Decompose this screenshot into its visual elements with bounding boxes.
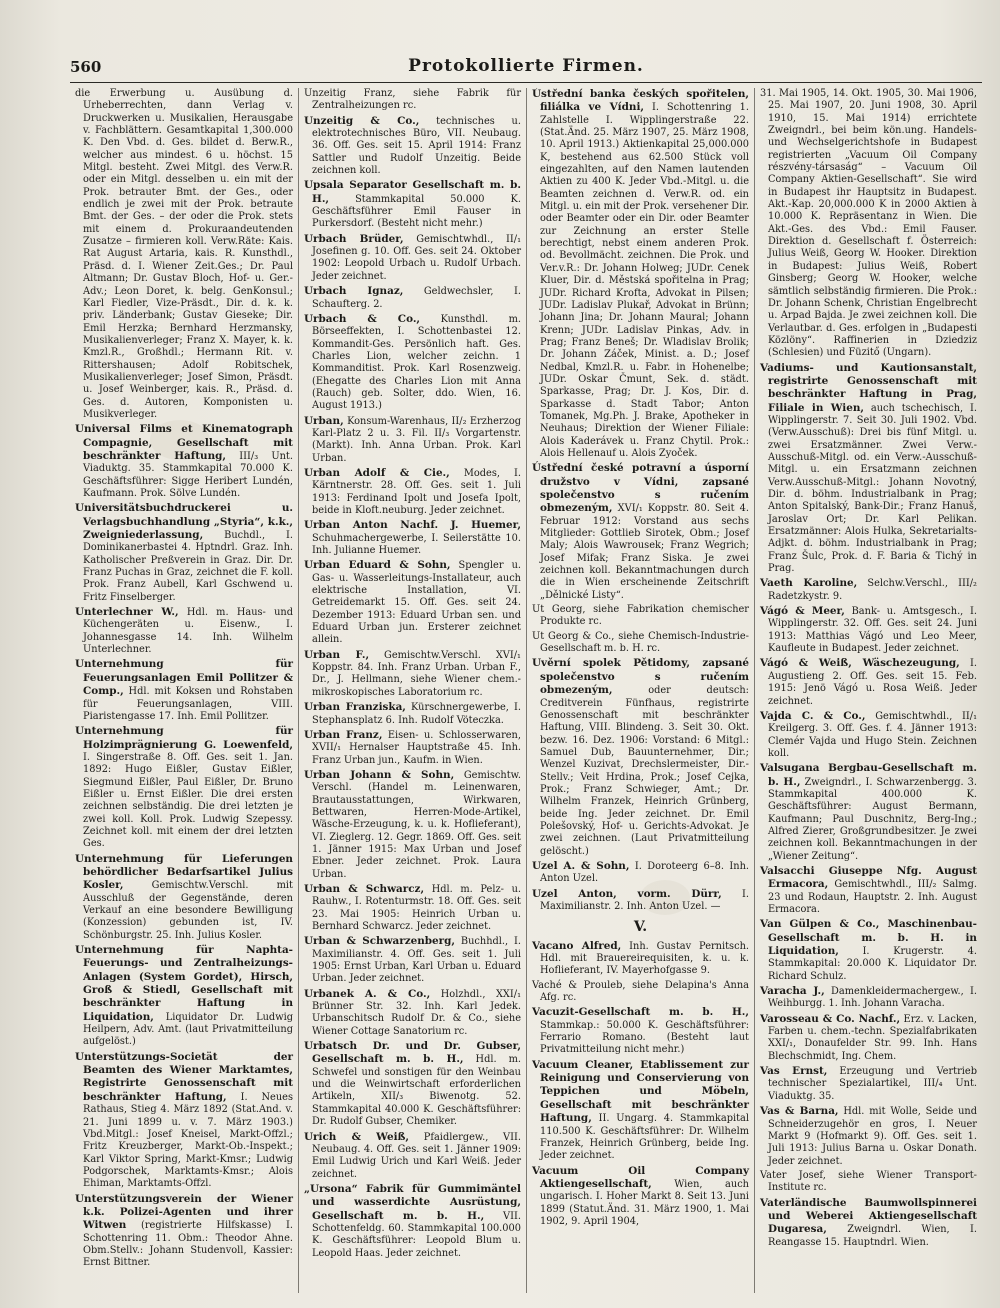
firm-name: Vágó & Meer, [760, 605, 845, 618]
directory-entry [304, 559, 521, 646]
entry-text: Gemischtw.Verschl. mit Ausschluß der Gegenstände, deren Verkauf an eine besondere Bewilligung (Konzession) gebunden ist, IV. Schönburgstr. 25. Inh. Julius Kosler. [83, 880, 293, 941]
entry-text: Zweigndrl., I. Schwarzenbergg. 3. Stammkapital 400.000 K. Geschäftsführer: August Bermann, Kaufmann; Paul Duschnitz, Berg-Ing.; Alfred Zierer, Großgrundbesitzer. Je zwei zeichnen koll. Bekanntmachungen in der „Wiener Zeitung“. [768, 776, 977, 862]
firm-name: Vágó & Weiß, Wäschezeugung, [760, 657, 960, 670]
directory-entry [532, 604, 749, 629]
entry-text: Hdl. m. Haus- und Küchengeräten u. Eisenw., I. Johannesgasse 14. Inh. Wilhelm Unterlechner. [83, 607, 293, 656]
directory-entry [532, 88, 749, 460]
directory-entry [760, 710, 977, 760]
entry-text: Erzeugung und Vertrieb technischer Spezialartikel, III/₄ Unt. Viaduktg. 35. [768, 1066, 977, 1102]
entry-text: Damenkleidermachergew., I. Weihburgg. 1. Inh. Johann Varacha. [768, 986, 977, 1010]
firm-name: Urich & Weiß, [304, 1130, 410, 1143]
entry-text: Stammkap.: 50.000 K. Geschäftsführer: Ferrario Romano. (Besteht laut Privatmitteilung nicht mehr.) [540, 1019, 749, 1056]
entry-text: Gemischtw. Verschl. (Handel m. Leinenwaren, Brautausstattungen, Wirkwaren, Bettwaren, Herren-Mode-Artikel, Wäsche-Erzeugung, k. u. k. Hoflieferant), VI. Zieglerg. 12. Gegr. 1869. Off. Ges. seit 1. Jänner 1915: Max Urban und Josef Ebner. Jeder zeichnet. Prok. Laura Urban. [312, 769, 521, 880]
firm-name: Urban Franziska, [304, 701, 406, 714]
entry-text: XVI/₁ Koppstr. 80. Seit 4. Februar 1912: Vorstand aus sechs Mitglieder: Gottlieb Sirotek, Obm.; Josef Maly; Alois Wawrousek; Franz Wegrich; Josef Mifak; Franz Siska. Je zwei zeichnen koll. Bekanntmachungen durch die in Wien erscheinende Zeitschrift „Dělnické Listy“. [540, 503, 749, 601]
firm-name: Uzel Anton, vorm. Dürr, [532, 887, 722, 900]
entry-text: Bank- u. Amtsgesch., I. Wipplingerstr. 32. Off. Ges. seit 24. Juni 1913: Matthias Vágó und Leo Meer, Kaufleute in Budapest. Jeder zeichnet. [768, 606, 977, 655]
firm-name: Universitätsbuchdruckerei u. Verlagsbuchhandlung „Styria“, k.k., Zweigniederlassung, [75, 502, 293, 542]
entry-text: I. Doroteerg 6–8. Inh. Anton Uzel. [540, 860, 750, 885]
firm-name: Urban & Schwarzenberg, [304, 935, 456, 948]
column-4 [754, 88, 982, 1293]
directory-entry [304, 1131, 521, 1181]
firm-name: Urban Franz, [304, 728, 383, 741]
firm-name: Upsala Separator Gesellschaft m. b. H., [304, 179, 521, 205]
entry-text: I. Maximilianstr. 2. Inh. Anton Uzel. — [540, 888, 749, 912]
directory-entry [304, 935, 521, 985]
firm-name: Urbatsch Dr. und Dr. Gubser, Gesellschaft m. b. H., [304, 1040, 521, 1066]
entry-text: I. Krugerstr. 4. Stammkapital: 20.000 K. Liquidator Dr. Richard Schulz. [768, 946, 977, 982]
entry-text: Hdl. m. Pelz- u. Rauhw., I. Rotenturmstr. 18. Off. Ges. seit 23. Mai 1905: Heinrich Urban u. Bernhard Schwarcz. Jeder zeichnet. [312, 883, 521, 932]
directory-entry [532, 888, 749, 914]
column-3 [526, 88, 754, 1293]
entry-text: Inh. Gustav Pernitsch. Hdl. mit Brauereirequisiten, k. u. k. Hoflieferant, IV. Mayerhofgasse 9. [540, 940, 749, 977]
directory-entry [760, 918, 977, 983]
firm-name: Urban Adolf & Cie., [304, 466, 450, 479]
entry-text: Ut Georg, siehe Fabrikation chemischer Produkte rc. [532, 604, 749, 628]
firm-name: Urban Eduard & Sohn, [304, 559, 451, 572]
directory-entry [75, 1051, 293, 1191]
directory-entry [304, 233, 521, 283]
firm-name: Unterstützungsverein der Wiener k.k. Polizei-Agenten und ihrer Witwen [75, 1192, 293, 1232]
directory-entry [760, 88, 977, 360]
entry-text: Ut Georg & Co., siehe Chemisch-Industrie-Gesellschaft m. b. H. rc. [532, 630, 749, 655]
directory-entry [75, 1193, 293, 1270]
directory-entry [760, 1105, 977, 1168]
directory-entry [75, 944, 293, 1049]
directory-entry [760, 605, 977, 655]
firm-name: Vadiums- und Kautionsanstalt, registrirte Genossenschaft mit beschränkter Haftung in Prag, Filiale in Wien, [760, 361, 977, 414]
firm-name: „Ursona“ Fabrik für Gummimäntel und wasserdichte Ausrüstung, Gesellschaft m. b. H., [304, 1182, 521, 1222]
column-1 [70, 88, 298, 1293]
page-header [70, 54, 982, 83]
entry-text: Gemischtwhdl., II/₁ Kreilgerg. 3. Off. Ges. f. 4. Jänner 1913: Clemér Vajda und Hugo Stein. Zeichnen koll. [768, 710, 977, 759]
firm-name: Unterlechner W., [75, 606, 179, 619]
directory-entry [760, 1013, 977, 1063]
directory-entry [760, 362, 977, 576]
directory-entry [304, 1183, 521, 1260]
directory-entry [304, 649, 521, 699]
firm-name: Varacha J., [760, 985, 825, 998]
entry-text: oder deutsch: Creditverein Fünfhaus, registrirte Genossenschaft mit beschränkter Haftung, VIII. Blindeng. 3. Seit 30. Okt. bezw. 16. Dez. 1906: Vorstand: 6 Mitgl.: Samuel Dub, Bauunternehmer, Dir.; Wenzel Kuzivat, Drechslermeister, Dir.-Stellv.; Veit Hrdina, Prok.; Josef Cejka, Prok.; Franz Schwieger, Amt.; Dr. Wilhelm Franzek, Heinrich Grünberg, beide Ing. Jeder zeichnet. Dr. Emil Polešovský, Hof- u. Gerichts-Advokat. Je zwei zeichnen. (Laut Privatmitteilung gelöscht.) [540, 685, 749, 857]
entry-text: Kürschnergewerbe, I. Stephansplatz 6. Inh. Rudolf Vöteczka. [312, 702, 521, 726]
entry-text: technisches u. elektrotechnisches Büro, VII. Neubaug. 36. Off. Ges. seit 15. April 1914: Franz Sattler und Rudolf Unzeitig. Beide zeichnen koll. [312, 115, 521, 177]
directory-entry [532, 980, 749, 1005]
directory-entry [304, 313, 521, 413]
entry-text: Hdl. m. Schwefel und sonstigen für den Weinbau und die Weinwirtschaft erforderlichen Artikeln, XII/₃ Biwenotg. 52. Stammkapital 40.000 K. Geschäftsführer: Dr. Rudolf Gubser, Chemiker. [312, 1054, 521, 1128]
directory-entry [760, 762, 977, 863]
firm-name: Vacuum Cleaner, Etablissement zur Reinigung und Conservierung von Teppichen und Möbeln, Gesellschaft mit beschränkter Haftung, [532, 1058, 749, 1125]
directory-entry [304, 115, 521, 178]
entry-text: Kunsthdl. m. Börseeffekten, I. Schottenbastei 12. Kommandit-Ges. Persönlich haft. Ges. Charles Lion, welcher zeichn. 1 Kommanditist. Prok. Karl Rosenzweig. (Ehegatte des Charles Lion mit Anna (Rauch) geb. Solter, ddo. Wien, 16. August 1913.) [312, 313, 521, 412]
entry-text: Eisen- u. Schlosserwaren, XVII/₁ Hernalser Hauptstraße 45. Inh. Franz Urban jun., Kaufm. in Wien. [312, 729, 521, 766]
firm-name: Unternehmung für Naphta-Feuerungs- und Zentralheizungs-Anlagen (System Gordet), Hirsch, Groß & Stiedl, Gesellschaft mit beschränkter Haftung in Liquidation, [75, 944, 293, 1023]
firm-name: Unterstützungs-Societät der Beamten des Wiener Marktamtes, Registrirte Genossenschaft mit beschränkter Haftung, [75, 1050, 293, 1103]
entry-text: Holzhdl., XXI/₁ Brünner Str. 32. Inh. Karl Jedek. Urbanschitsch Rudolf Dr. & Co., siehe Wiener Cottage Sanatorium rc. [312, 988, 521, 1037]
entry-text: Liquidator Dr. Ludwig Heilpern, Adv. Amt. (laut Privatmitteilung aufgelöst.) [83, 1011, 293, 1048]
entry-text: Unzeitig Franz, siehe Fabrik für Zentralheizungen rc. [304, 88, 521, 112]
firm-name: Urban, [304, 414, 344, 427]
firm-name: Ústřední české potravní a úsporní družstvo v Vídni, zapsané společenstvo s ručením obmezeným, [532, 462, 749, 515]
firm-name: Urbanek A. & Co., [304, 987, 431, 1000]
entry-text: I. Augustieng 2. Off. Ges. seit 15. Feb. 1915: Jenö Vágó u. Rosa Weiß. Jeder zeichnet. [768, 658, 977, 707]
firm-name: Vacano Alfred, [532, 939, 622, 952]
firm-name: Unzeitig & Co., [304, 114, 420, 127]
directory-entry [760, 657, 977, 707]
directory-entry [304, 1040, 521, 1128]
firm-name: Ústřední banka českých spořitelen, filiálka ve Vídni, [532, 88, 749, 114]
directory-entry [75, 853, 293, 942]
directory-entry [532, 631, 749, 656]
firm-name: Uvěrní spolek Pětidomy, zapsané společenstvo s ručením obmezeným, [532, 657, 749, 697]
entry-text: Vater Josef, siehe Wiener Transport-Institute rc. [760, 1169, 977, 1194]
firm-name: Vajda C. & Co., [760, 709, 866, 722]
directory-entry [75, 423, 293, 500]
firm-name: Urbach & Co., [304, 312, 421, 325]
directory-entry [532, 1165, 749, 1229]
directory-entry [532, 940, 749, 978]
directory-entry [532, 462, 749, 602]
directory-entry [304, 88, 521, 113]
entry-text: Vaché & Prouleb, siehe Delapina's Anna Afg. rc. [532, 979, 749, 1004]
firm-name: Vacuum Oil Company Aktiengesellschaft, [532, 1164, 749, 1190]
entry-text: Zweigndrl. Wien, I. Reangasse 15. Hauptndrl. Wien. [768, 1224, 977, 1248]
page-number: 560 [70, 58, 102, 76]
entry-text: VII. Schottenfeldg. 60. Stammkapital 100.000 K. Geschäftsführer: Leopold Blum u. Leopold Haas. Jeder zeichnet. [312, 1210, 521, 1259]
firm-name: Valsugana Bergbau-Gesellschaft m. b. H., [760, 762, 977, 788]
entry-text: Spengler u. Gas- u. Wasserleitungs-Installateur, auch elektrische Installation, VI. Getreidemarkt 15. Off. Ges. seit 24. Dezember 1913: Eduard Urban sen. und Eduard Urban jun. Ersterer zeichnet allein. [312, 560, 521, 646]
firm-name: Valsacchi Giuseppe Nfg. August Ermacora, [760, 864, 977, 891]
firm-name: Vaterländische Baumwollspinnerei und Weberei Aktiengesellschaft Dugaresa, [760, 1196, 977, 1236]
section-letter: V. [633, 919, 648, 936]
firm-name: Unternehmung für Lieferungen behördlicher Bedarfsartikel Julius Kosler, [75, 852, 293, 892]
directory-entry [75, 606, 293, 656]
directory-entry [75, 88, 293, 421]
firm-name: Vacuzit-Gesellschaft m. b. H., [532, 1006, 749, 1019]
directory-entry [532, 1006, 749, 1056]
entry-text: Schuhmachergewerbe, I. Seilerstätte 10. Inh. Julianne Huemer. [312, 532, 521, 557]
entry-text: Buchdl., I. Dominikanerbastei 4. Hptndrl. Graz. Inh. Katholischer Preßverein in Graz. Dir. Dr. Franz Puchas in Graz, zeichnet die F. koll. Prok. Franz Aubell, Karl Gschwend u. Fritz Finselberger. [83, 530, 293, 603]
entry-text: Geldwechsler, I. Schaufterg. 2. [312, 286, 521, 310]
firm-name: Van Gülpen & Co., Maschinenbau-Gesellschaft m. b. H. in Liquidation, [760, 918, 977, 958]
entry-text: Wien, auch ungarisch. I. Hoher Markt 8. Seit 13. Juni 1899 (Statut.Änd. 31. März 1900, 1. Mai 1902, 9. April 1904, [540, 1178, 749, 1227]
entry-text: Modes, I. Kärntnerstr. 28. Off. Ges. seit 1. Juli 1913: Ferdinand Ipolt und Josefa Ipolt, beide in Kloft.neuburg. Jeder zeichnet. [312, 467, 521, 516]
firm-name: Varosseau & Co. Nachf., [760, 1012, 901, 1025]
directory-entry [75, 658, 293, 723]
directory-entry [304, 729, 521, 767]
directory-entry [760, 865, 977, 916]
page-title: Protokollierte Firmen. [408, 56, 644, 76]
entry-text: III/₃ Unt. Viaduktg. 35. Stammkapital 70.000 K. Geschäftsführer: Sigge Heribert Lundén, Kaufmann. Prok. Sölve Lundén. [83, 450, 293, 499]
text-columns [70, 88, 982, 1293]
directory-entry [304, 701, 521, 727]
directory-entry [760, 1170, 977, 1195]
entry-text: 31. Mai 1905, 14. Okt. 1905, 30. Mai 1906, 25. Mai 1907, 20. Juni 1908, 30. April 1910, 15. Mai 1914) errichtete Zweigndrl., bei beim kön.ung. Handels- und Wechselgerichtshofe in Budapest registrierten „Vacuum Oil Company részvény-társaság“ – Vacuum Oil Company Aktien-Gesellschaft“. Sie wird in Budapest ihr Hauptsitz in Budapest. Akt.-Kap. 20,000.000 K in 2000 Aktien à 10.000 K. Repräsentanz in Wien. Die Akt.-Ges. des Vbd.: Emil Fauser. Direktion d. Gesellschaft f. Österreich: Julius Weiß, Georg W. Hooker. Direktion in Budapest: Julius Weiß, Robert Ginsberg; Georg W. Hooker, welche sämtlich selbständig firmieren. Die Prok.: Dr. Johann Schenk, Christian Engelbrecht u. Arpad Bajda. Je zwei zeichnen koll. Die Verlautbar. d. Ges. erfolgen in „Budapesti Közlöny“. Raffinerien in Dziedziz (Schlesien) und Füzitő (Ungarn). [760, 88, 977, 359]
entry-text: die Erwerbung u. Ausübung d. Urheberrechten, dann Verlag v. Druckwerken u. Musikalien, Herausgabe v. Fachblättern. Gesamtkapital 1,300.000 K. Den Vbd. d. Ges. bildet d. Berw.R., welcher aus mindest. 6 u. höchst. 15 Mitgl. besteht. Zwei Mitgl. des Verw.R. oder ein Mitgl. desselben u. ein mit der Prok. betrauter Bmt. der Ges., oder endlich je zwei mit der Prok. betraute Bmt. der Ges. – der oder die Prok. stets mit einem d. Prokuraandeutenden Zusatze – firmieren koll. Verw.Räte: Kais. Rat August Artaria, kais. R. Kunsthdl., Präsd. d. I. Wiener Zeit.Ges.; Dr. Paul Altmann; Dr. Gustav Bloch, Hof- u. Ger.-Adv.; Leon Doret, k. belg. GenKonsul.; Karl Fiedler, Vize-Präsdt., Dir. d. k. k. priv. Länderbank; Gustav Gieseke; Dir. Emil Herzka; Bernhard Herzmansky, Musikalienverleger; Franz X. Mayer, k. k. Kmzl.R., Großhdl.; Hermann Rit. v. Rittershausen; Adolf Robitschek, Musikalienverleger; Josef Simon, Präsdt. u. Josef Weinberger, kais. R., Präsd. d. Ges. d. Autoren, Komponisten u. Musikverleger. [75, 88, 293, 420]
firm-name: Urbach Ignaz, [304, 285, 404, 298]
directory-entry [304, 285, 521, 311]
column-2 [298, 88, 526, 1293]
directory-entry [304, 519, 521, 557]
directory-entry [760, 1197, 977, 1249]
directory-entry [304, 467, 521, 517]
directory-entry [532, 1059, 749, 1163]
entry-text: I. Schottenring 1. Zahlstelle I. Wipplingerstraße 22. (Stat.Änd. 25. März 1907, 25. März 1908, 10. April 1913.) Aktienkapital 25,000.000 K, bestehend aus 62.500 Stück voll eingezahlten, auf den Namen lautenden Aktien zu 400 K. Jeder Vbd.-Mitgl. u. die Beamten zeichnen d. Verw.R. od. ein Mitgl. u. ein mit der Prok. versehener Dir. oder Beamter oder ein Dir. oder Beamter zur Zeichnung an erster Stelle berechtigt, nebst einem anderen Prok. od. Bevollmächt. zeichnen. Die Prok. und Ver.v.R.: Dr. Johann Holweg; JUDr. Cenek Kluer, Dir. d. Městská spořitelna in Prag; JUDr. Richard Krofta, Advokat in Pilsen; JUDr. Ladislav Plukař, Advokat in Brünn; Johann Jina; Dr. Johann Maural; Johann Krenn; JUDr. Ladislav Pinkas, Adv. in Prag; Franz Beneš; Dr. Wladislav Brolik; Dr. Johann Záček, Minist. a. D.; Josef Nedbal, Kmzl.R. u. Fabr. in Hohenelbe; JUDr. Oskar Čmunt, Sek. d. städt. Sparkasse, Prag; Dr. J. Kos, Dir. d. Sparkasse d. Stadt Tabor; Anton Tomanek, Mg.Ph. J. Brake, Apotheker in Neuhaus; Direktion der Wiener Filiale: Alois Kaderávek u. Franz Chytil. Prok.: Alois Hellenauf u. Alois Zyoček. [540, 102, 749, 459]
directory-entry [304, 415, 521, 465]
entry-text: Hdl. mit Wolle, Seide und Schneiderzugehör en gros, I. Neuer Markt 9 (Hofmarkt 9). Off. Ges. seit 1. Juli 1913: Julius Barna u. Oskar Donath. Jeder zeichnet. [768, 1106, 977, 1167]
directory-entry [304, 883, 521, 933]
firm-name: Urban Johann & Sohn, [304, 768, 455, 781]
entry-text: Stammkapital 50.000 K. Geschäftsführer Emil Fauser in Purkersdorf. (Besteht nicht mehr.) [312, 193, 521, 230]
entry-text: II. Ungarg. 4. Stammkapital 110.500 K. Geschäftsführer: Dr. Wilhelm Franzek, Heinrich Grünberg, beide Ing. Jeder zeichnet. [540, 1113, 750, 1162]
directory-entry [532, 860, 749, 886]
firm-name: Urban Anton Nachf. J. Huemer, [304, 519, 521, 532]
entry-text: Hdl. mit Koksen und Rohstaben für Feuerungsanlagen, VIII. Piaristengasse 17. Inh. Emil Pollitzer. [83, 686, 293, 722]
entry-text: Gemischtwhdl., III/₂ Salmg. 23 und Rodaun, Hauptstr. 2. Inh. August Ermacora. [768, 879, 977, 915]
directory-entry [532, 657, 749, 858]
entry-text: Erz. v. Lacken, Farben u. chem.-techn. Spezialfabrikaten XXI/₁, Donaufelder Str. 99. Inh. Hans Blechschmidt, Ing. Chem. [768, 1013, 977, 1062]
firm-name: Vas Ernst, [760, 1065, 828, 1078]
entry-text: Konsum-Warenhaus, II/₂ Erzherzog Karl-Platz 2 u. 3. Fil. II/₃ Vorgartenstr. (Markt). Inh. Anna Urban. Prok. Karl Urban. [312, 415, 521, 464]
directory-entry [75, 725, 293, 850]
entry-text: Selchw.Verschl., III/₂ Radetzkystr. 9. [768, 578, 977, 602]
firm-name: Vaeth Karoline, [760, 577, 858, 590]
entry-text: Pfaidlergew., VII. Neubaug. 4. Off. Ges. seit 1. Jänner 1909: Emil Ludwig Urich und Karl Weiß. Jeder zeichnet. [312, 1131, 521, 1180]
directory-entry [304, 769, 521, 881]
firm-name: Unternehmung für Holzimprägnierung G. Loewenfeld, [75, 725, 293, 751]
entry-text: I. Singerstraße 8. Off. Ges. seit 1. Jan. 1892: Hugo Eißler, Gustav Eißler, Siegmund Eißler, Paul Eißler, Dr. Bruno Eißler u. Ernst Eißler. Die drei ersten zeichnen selbständig. Die drei letzten je zwei koll. Koll. Prok. Ludwig Szepessy. Zeichnet koll. mit einem der drei letzten Ges. [83, 751, 293, 850]
firm-name: Vas & Barna, [760, 1105, 839, 1118]
directory-entry [304, 988, 521, 1038]
firm-name: Uzel A. & Sohn, [532, 859, 630, 872]
entry-text: auch tschechisch, I. Wipplingerstr. 7. Seit 30. Juli 1902. Vbd. (Verw.Ausschuß): Drei bis fünf Mitgl. u. zwei Ersatzmänner. Zwei Verw.-Ausschuß-Mitgl. od. ein Verw.-Ausschuß-Mitgl. u. ein Ersatzmann zeichnen Verw.Ausschuß-Mitgl.: Johann Novotný, Dir. d. böhm. Industrialbank in Prag; Anton Spitalský, Bank-Dir.; Franz Hanuš, Jaroslav Ort; Dr. Karl Pelikan. Ersatzmänner: Alois Hulka, Sekretarialts-Adjkt. d. böhm. Industrialbank in Prag; Franz Šulc, Prok. d. F. Baria & Tichý in Prag. [768, 402, 978, 575]
directory-entry [75, 502, 293, 604]
entry-text: Buchhdl., I. Maximilianstr. 4. Off. Ges. seit 1. Juli 1905: Ernst Urban, Karl Urban u. Eduard Urban. Jeder zeichnet. [312, 936, 521, 985]
directory-entry [760, 985, 977, 1011]
entry-text: Gemischtw.Verschl. XVI/₁ Koppstr. 84. Inh. Franz Urban. Urban F., Dr., J. Hellmann, siehe Wiener chem.-mikroskopisches Laboratorium rc. [312, 649, 521, 698]
entry-text: I. Neues Rathaus, Stieg 4. März 1892 (Stat.And. v. 21. Juni 1899 u. v. 7. März 1903.) Vbd.Mitgl.: Josef Kneisel, Markt-Offzl.; Fritz Kreuzberger, Markt-Ob.-Inspekt.; Karl Viktor Spring, Markt-Kmsr.; Ludwig Podgorschek, Marktamts-Kmsr.; Alois Ehiman, Marktamts-Offzl. [83, 1091, 293, 1190]
firm-name: Urban F., [304, 648, 370, 661]
directory-entry [304, 179, 521, 230]
firm-name: Urbach Brüder, [304, 232, 404, 245]
firm-name: Urban & Schwarcz, [304, 882, 425, 895]
directory-entry [760, 1065, 977, 1103]
entry-text: Gemischtwhdl., II/₁ Josefinen g. 10. Off. Ges. seit 24. Oktober 1902: Leopold Urbach u. Rudolf Urbach. Jeder zeichnet. [312, 233, 521, 282]
firm-name: Unternehmung für Feuerungsanlagen Emil Pollitzer & Comp., [75, 658, 293, 698]
directory-entry [760, 577, 977, 603]
firm-name: Universal Films et Kinematograph Compagnie, Gesellschaft mit beschränkter Haftung, [75, 423, 293, 462]
entry-text: (registrierte Hilfskasse) I. Schottenring 11. Obm.: Theodor Ahne. Obm.Stellv.: Johann Studenvoll, Kassier: Ernst Bittner. [83, 1220, 293, 1269]
